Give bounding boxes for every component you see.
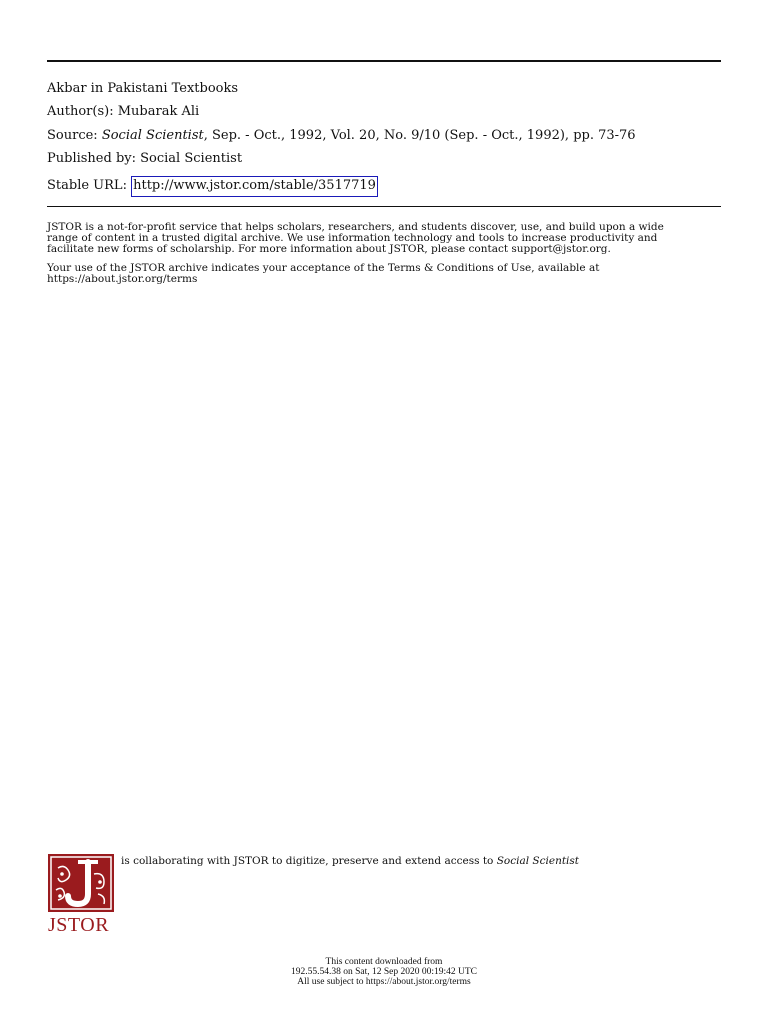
stable-url-label: Stable URL: (47, 178, 127, 193)
stable-url-line (47, 176, 378, 197)
terms-line: Your use of the JSTOR archive indicates your acceptance of the Terms & Conditions of Use, available at (47, 262, 600, 274)
divider-rule (47, 206, 721, 207)
publisher-line (47, 151, 242, 167)
publisher-name: Social Scientist (140, 151, 243, 166)
stable-url-link[interactable]: http://www.jstor.com/stable/3517719 (131, 176, 378, 197)
jstor-logo-icon (48, 854, 114, 916)
footer-line: This content downloaded from (325, 957, 443, 967)
collaboration-journal: Social Scientist (496, 855, 580, 867)
notice-line: facilitate new forms of scholarship. For more information about JSTOR, please contact support@jstor.org. (47, 243, 611, 255)
source-details: , Sep. - Oct., 1992, Vol. 20, No. 9/10 (Sep. - Oct., 1992), pp. 73-76 (203, 128, 636, 143)
notice-line: JSTOR is a not-for-profit service that helps scholars, researchers, and students discover, use, and build upon a wide (47, 221, 664, 233)
source-line (47, 128, 636, 144)
footer-line: All use subject to https://about.jstor.org/terms (297, 977, 471, 987)
author-line (47, 104, 199, 120)
publisher-label: Published by: (47, 151, 136, 166)
download-footer (0, 957, 768, 987)
author-label: Author(s): (47, 104, 114, 119)
jstor-notice (47, 222, 727, 255)
jstor-wordmark: JSTOR (48, 914, 110, 936)
collaboration-statement (121, 855, 579, 868)
terms-url: https://about.jstor.org/terms (47, 273, 198, 285)
author-name: Mubarak Ali (117, 104, 200, 119)
source-label: Source: (47, 128, 98, 143)
footer-line: 192.55.54.38 on Sat, 12 Sep 2020 00:19:42 UTC (290, 967, 478, 977)
source-journal: Social Scientist (101, 128, 204, 143)
collaboration-text: is collaborating with JSTOR to digitize, preserve and extend access to (121, 855, 494, 867)
terms-notice (47, 263, 727, 285)
article-title: Akbar in Pakistani Textbooks (47, 81, 239, 96)
notice-line: range of content in a trusted digital archive. We use information technology and tools to increase productivity and (47, 232, 658, 244)
top-rule (47, 60, 721, 62)
